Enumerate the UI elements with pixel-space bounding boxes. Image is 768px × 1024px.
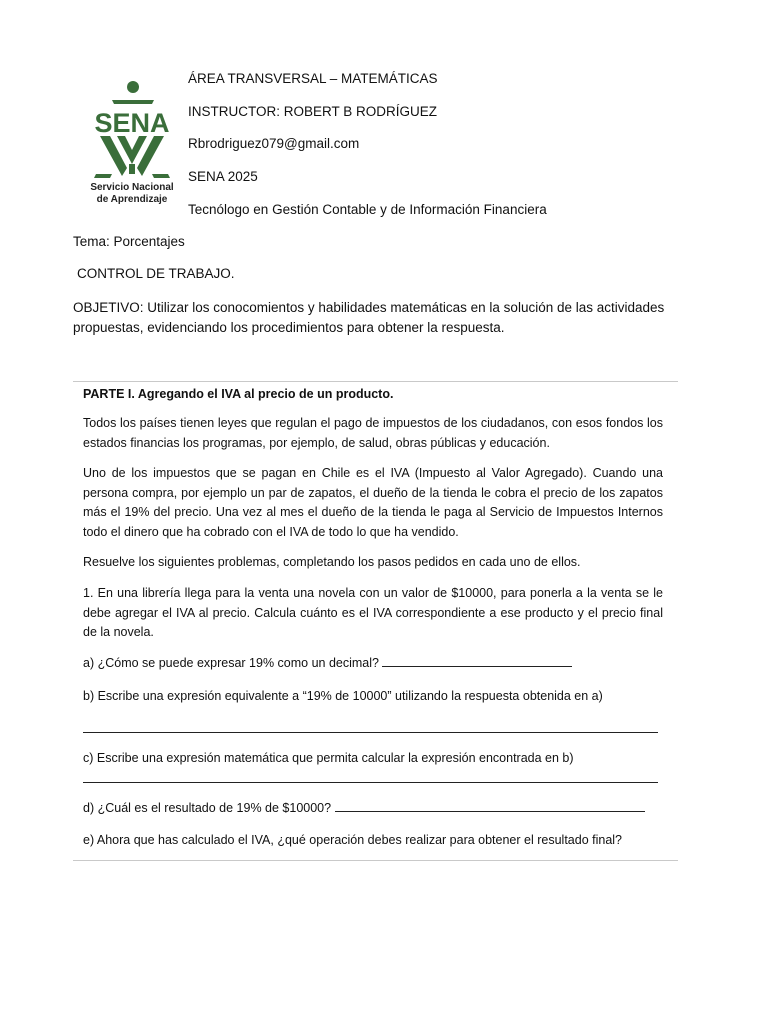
objective-paragraph: OBJETIVO: Utilizar los conocomientos y habilidades matemáticas en la solución de las actividades propuestas, evidenciando los procedimientos para obtener la respuesta. — [73, 300, 665, 335]
sena-logo — [82, 80, 182, 206]
area-line: ÁREA TRANSVERSAL – MATEMÁTICAS — [188, 71, 438, 86]
paragraph-instrucciones: Resuelve los siguientes problemas, completando los pasos pedidos en cada uno de ellos. — [83, 555, 581, 569]
question-a — [83, 654, 663, 674]
control-line: CONTROL DE TRABAJO. — [77, 266, 235, 281]
email-line: Rbrodriguez079@gmail.com — [188, 136, 360, 151]
problem-1: 1. En una librería llega para la venta una novela con un valor de $10000, para ponerla a la venta se le debe agregar el IVA al precio. Calcula cuánto es el IVA correspondiente a ese producto y el precio final de la novela. — [83, 586, 663, 639]
logo-line1-text: Servicio Nacional — [90, 182, 174, 193]
question-b: b) Escribe una expresión equivalente a “19% de 10000” utilizando la respuesta obtenida en a) — [83, 689, 603, 703]
program-line: Tecnólogo en Gestión Contable y de Información Financiera — [188, 202, 547, 217]
question-c: c) Escribe una expresión matemática que permita calcular la expresión encontrada en b) — [83, 751, 574, 765]
question-a-text: a) ¿Cómo se puede expresar 19% como un decimal? — [83, 656, 379, 670]
question-e: e) Ahora que has calculado el IVA, ¿qué operación debes realizar para obtener el resultado final? — [83, 833, 623, 847]
logo-brand-text: SENA — [94, 108, 170, 138]
question-d — [83, 799, 663, 819]
question-d-text: d) ¿Cuál es el resultado de 19% de $10000? — [83, 801, 332, 815]
instructor-line: INSTRUCTOR: ROBERT B RODRÍGUEZ — [188, 104, 438, 119]
institution-year-line: SENA 2025 — [188, 169, 258, 184]
topic-line: Tema: Porcentajes — [73, 234, 185, 249]
parte-1-section — [73, 381, 678, 861]
answer-a-blank[interactable] — [382, 654, 572, 667]
paragraph-iva-chile: Uno de los impuestos que se pagan en Chile es el IVA (Impuesto al Valor Agregado). Cuando una persona compra, por ejemplo un par de zapatos, el dueño de la tienda le cobra el precio de los zapatos más el 19% del precio. Una vez al mes el dueño de la tienda le paga al Servicio de Impuestos Internos todo el dinero que ha cobrado con el IVA de todo lo que ha vendido. — [83, 466, 663, 539]
answer-b-line[interactable] — [83, 732, 658, 733]
answer-d-blank[interactable] — [335, 799, 645, 812]
answer-c-line[interactable] — [83, 782, 658, 783]
paragraph-impuestos: Todos los países tienen leyes que regulan el pago de impuestos de los ciudadanos, con esos fondos los estados financias los programas, por ejemplo, de salud, obras públicas y educación. — [83, 416, 663, 450]
parte-1-title: PARTE I. Agregando el IVA al precio de un producto. — [83, 387, 394, 401]
logo-line2-text: de Aprendizaje — [96, 194, 168, 205]
